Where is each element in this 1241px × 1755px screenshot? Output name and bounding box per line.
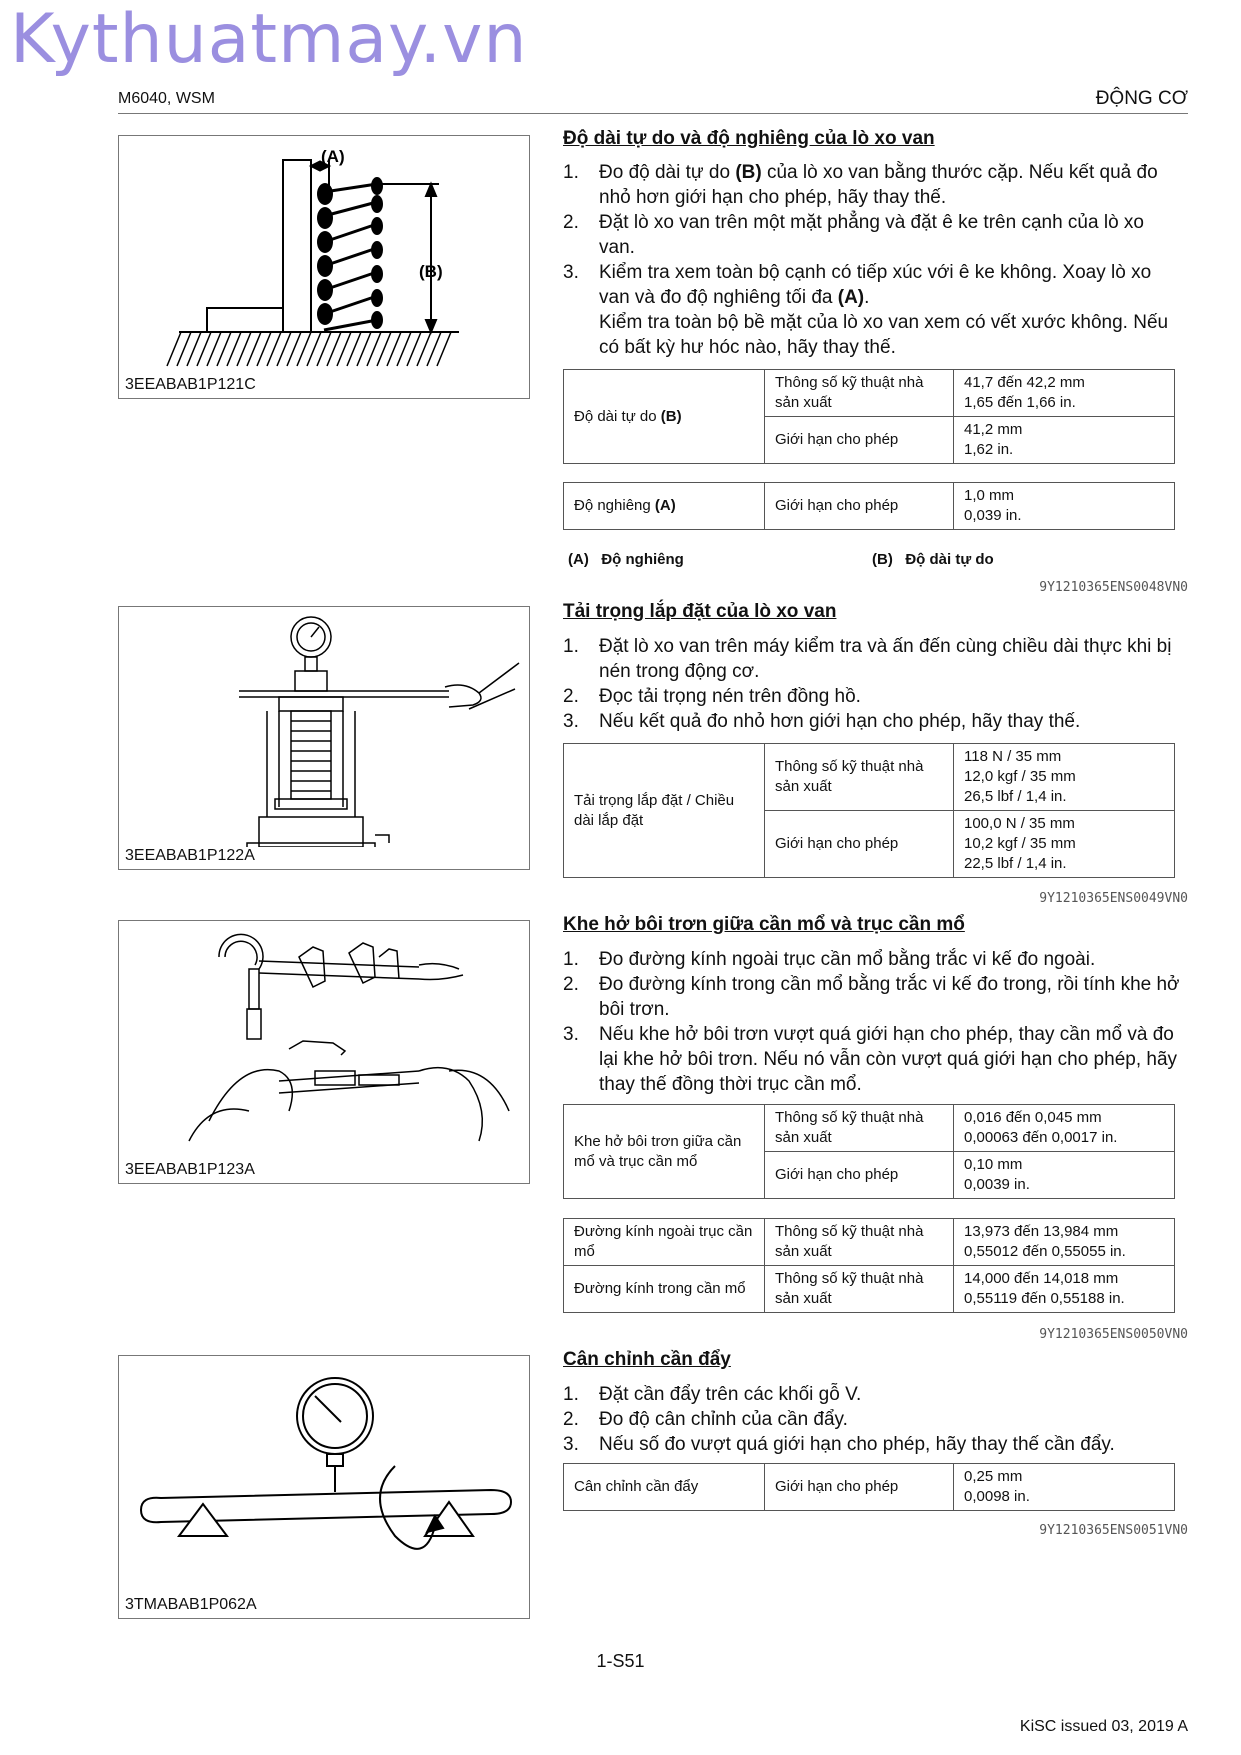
- spec-cell: Giới hạn cho phép: [765, 1152, 954, 1199]
- step-item: 1. Đặt lò xo van trên máy kiểm tra và ấn đến cùng chiều dài thực khi bị nén trong động cơ.: [563, 636, 1172, 682]
- value-cell: 14,000 đến 14,018 mm 0,55119 đến 0,55188 in.: [954, 1266, 1175, 1313]
- item-cell: Đường kính trong cần mổ: [564, 1266, 765, 1313]
- legend-b: (B) Độ dài tự do: [872, 551, 994, 568]
- value-cell: 1,0 mm 0,039 in.: [954, 483, 1175, 530]
- push-rod-illustration: [119, 1356, 529, 1596]
- page-number: 1-S51: [596, 1651, 645, 1671]
- label-a: (A): [321, 147, 345, 166]
- spec-table-free-length: [563, 369, 1175, 464]
- spec-cell: Giới hạn cho phép: [765, 417, 954, 464]
- section-title-free-length: Độ dài tự do và độ nghiêng của lò xo van: [563, 128, 935, 149]
- item-cell: Tải trọng lắp đặt / Chiều dài lắp đặt: [564, 744, 765, 878]
- section-title-push-rod-alignment: Cân chỉnh cần đẩy: [563, 1349, 731, 1370]
- steps-push-rod-alignment: [563, 1382, 1185, 1457]
- step-item: 3. Kiểm tra xem toàn bộ cạnh có tiếp xúc với ê ke không. Xoay lò xo van và đo độ nghiêng tối đa (A). Kiểm tra toàn bộ bề mặt của lò xo van xem có vết xước không. Nếu có bất kỳ hư hóc nào, hãy thay thế.: [563, 262, 1169, 358]
- value-cell: 41,2 mm 1,62 in.: [954, 417, 1175, 464]
- legend-a: (A) Độ nghiêng: [568, 551, 684, 568]
- value-cell: 13,973 đến 13,984 mm 0,55012 đến 0,55055 in.: [954, 1219, 1175, 1266]
- spring-squareness-illustration: [119, 136, 529, 371]
- value-cell: 100,0 N / 35 mm 10,2 kgf / 35 mm 22,5 lbf / 1,4 in.: [954, 811, 1175, 878]
- spec-table-oil-clearance: [563, 1104, 1175, 1199]
- steps-rocker-arm-clearance: [563, 947, 1185, 1097]
- header-model: M6040, WSM: [118, 90, 215, 107]
- step-item: 1. Đo độ dài tự do (B) của lò xo van bằng thước cặp. Nếu kết quả đo nhỏ hơn giới hạn cho phép, hãy thay thế.: [563, 162, 1158, 208]
- step-item: 1. Đo đường kính ngoài trục cần mổ bằng trắc vi kế đo ngoài.: [563, 949, 1096, 970]
- step-item: 2. Đo độ cân chỉnh của cần đẩy.: [563, 1409, 848, 1430]
- steps-free-length: [563, 160, 1185, 360]
- value-cell: 0,10 mm 0,0039 in.: [954, 1152, 1175, 1199]
- figure-caption: 3EEABAB1P123A: [125, 1161, 255, 1178]
- spec-table-diameters: [563, 1218, 1175, 1313]
- doc-id: 9Y1210365ENS0050VN0: [1039, 1327, 1188, 1342]
- value-cell: 0,25 mm 0,0098 in.: [954, 1464, 1175, 1511]
- header-chapter: ĐỘNG CƠ: [1095, 88, 1188, 109]
- figure-spring-tester: [118, 606, 530, 870]
- spec-cell: Giới hạn cho phép: [765, 811, 954, 878]
- figure-caption: 3TMABAB1P062A: [125, 1596, 257, 1613]
- spec-cell: Thông số kỹ thuật nhà sản xuất: [765, 1105, 954, 1152]
- figure-spring-squareness: [118, 135, 530, 399]
- step-item: 3. Nếu kết quả đo nhỏ hơn giới hạn cho phép, hãy thay thế.: [563, 711, 1081, 732]
- spec-table-push-rod: [563, 1463, 1175, 1511]
- figure-push-rod-alignment: [118, 1355, 530, 1619]
- spec-cell: Giới hạn cho phép: [765, 483, 954, 530]
- step-item: 2. Đo đường kính trong cần mổ bằng trắc vi kế đo trong, rồi tính khe hở bôi trơn.: [563, 974, 1180, 1020]
- doc-id: 9Y1210365ENS0051VN0: [1039, 1523, 1188, 1538]
- value-cell: 0,016 đến 0,045 mm 0,00063 đến 0,0017 in.: [954, 1105, 1175, 1152]
- spec-cell: Thông số kỹ thuật nhà sản xuất: [765, 1219, 954, 1266]
- step-item: 3. Nếu khe hở bôi trơn vượt quá giới hạn cho phép, thay cần mổ và đo lại khe hở bôi trơn. Nếu nó vẫn còn vượt quá giới hạn cho phép, hãy thay thế đồng thời trục cần mổ.: [563, 1024, 1178, 1095]
- section-title-setting-load: Tải trọng lắp đặt của lò xo van: [563, 601, 837, 622]
- label-b: (B): [419, 262, 443, 281]
- spec-cell: Giới hạn cho phép: [765, 1464, 954, 1511]
- item-cell: Độ nghiêng (A): [564, 483, 765, 530]
- item-cell: Khe hở bôi trơn giữa cần mổ và trục cần mổ: [564, 1105, 765, 1199]
- step-item: 3. Nếu số đo vượt quá giới hạn cho phép, hãy thay thế cần đẩy.: [563, 1434, 1115, 1455]
- steps-setting-load: [563, 634, 1185, 734]
- watermark: Kythuatmay.vn: [10, 0, 528, 79]
- doc-id: 9Y1210365ENS0048VN0: [1039, 580, 1188, 595]
- step-item: 1. Đặt cần đẩy trên các khối gỗ V.: [563, 1384, 862, 1405]
- spec-cell: Thông số kỹ thuật nhà sản xuất: [765, 744, 954, 811]
- spring-tester-illustration: [119, 607, 529, 847]
- doc-id: 9Y1210365ENS0049VN0: [1039, 891, 1188, 906]
- micrometer-illustration: [119, 921, 529, 1161]
- value-cell: 41,7 đến 42,2 mm 1,65 đến 1,66 in.: [954, 370, 1175, 417]
- section-title-rocker-arm-clearance: Khe hở bôi trơn giữa cần mổ và trục cần mổ: [563, 914, 965, 935]
- item-cell: Cân chỉnh cần đẩy: [564, 1464, 765, 1511]
- step-item: 2. Đặt lò xo van trên một mặt phẳng và đặt ê ke trên cạnh của lò xo van.: [563, 212, 1144, 258]
- issue-note: KiSC issued 03, 2019 A: [1019, 1718, 1188, 1735]
- step-item: 2. Đọc tải trọng nén trên đồng hồ.: [563, 686, 861, 707]
- spec-table-squareness: [563, 482, 1175, 530]
- header-rule: [118, 113, 1188, 114]
- spec-table-setting-load: [563, 743, 1175, 878]
- value-cell: 118 N / 35 mm 12,0 kgf / 35 mm 26,5 lbf / 1,4 in.: [954, 744, 1175, 811]
- item-cell: Độ dài tự do (B): [564, 370, 765, 464]
- figure-caption: 3EEABAB1P122A: [125, 847, 255, 864]
- figure-caption: 3EEABAB1P121C: [125, 376, 256, 393]
- figure-rocker-arm-micrometer: [118, 920, 530, 1184]
- spec-cell: Thông số kỹ thuật nhà sản xuất: [765, 1266, 954, 1313]
- item-cell: Đường kính ngoài trục cần mổ: [564, 1219, 765, 1266]
- spec-cell: Thông số kỹ thuật nhà sản xuất: [765, 370, 954, 417]
